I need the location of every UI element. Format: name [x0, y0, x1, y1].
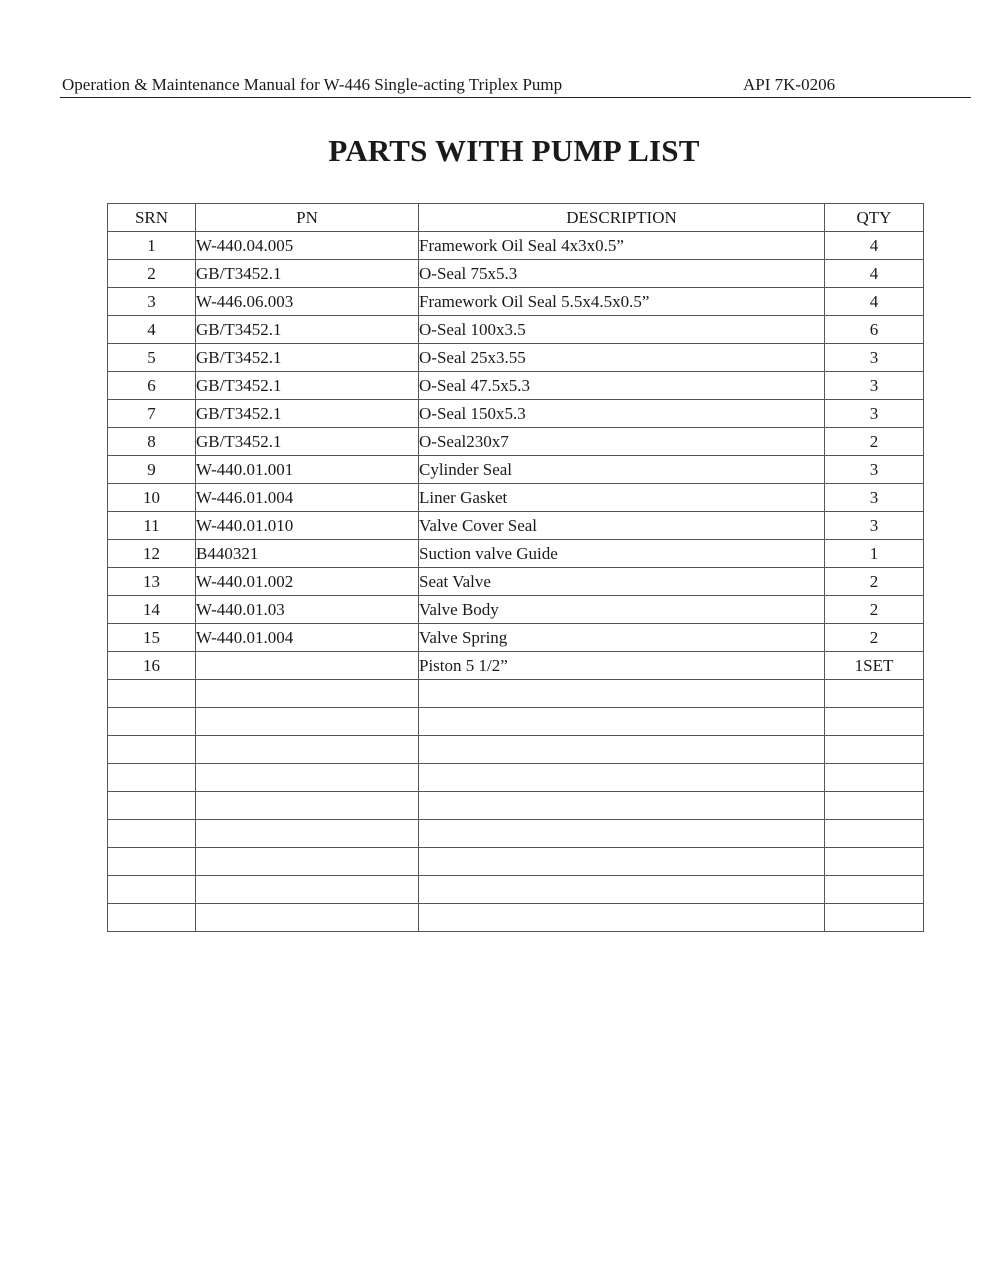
- cell-qty: 2: [825, 568, 924, 596]
- table-row: [108, 624, 924, 652]
- cell-description: O-Seal 75x5.3: [419, 260, 825, 288]
- cell-pn: [196, 652, 419, 680]
- cell-pn: W-440.01.010: [196, 512, 419, 540]
- cell-pn: [196, 680, 419, 708]
- cell-pn: [196, 848, 419, 876]
- column-header-qty: QTY: [825, 204, 924, 232]
- cell-pn: [196, 904, 419, 932]
- table-row: [108, 400, 924, 428]
- cell-qty: 2: [825, 428, 924, 456]
- table-row: [108, 708, 924, 736]
- table-row: [108, 792, 924, 820]
- column-header-srn: SRN: [108, 204, 196, 232]
- cell-pn: W-440.04.005: [196, 232, 419, 260]
- table-row: [108, 316, 924, 344]
- table-row: [108, 848, 924, 876]
- table-row: [108, 904, 924, 932]
- table-row: [108, 288, 924, 316]
- cell-description: O-Seal230x7: [419, 428, 825, 456]
- cell-description: [419, 708, 825, 736]
- column-header-description: DESCRIPTION: [419, 204, 825, 232]
- cell-srn: [108, 876, 196, 904]
- table-row: [108, 456, 924, 484]
- cell-srn: 11: [108, 512, 196, 540]
- parts-table-body: [108, 232, 924, 932]
- cell-qty: [825, 764, 924, 792]
- cell-description: O-Seal 100x3.5: [419, 316, 825, 344]
- cell-description: Suction valve Guide: [419, 540, 825, 568]
- cell-qty: [825, 876, 924, 904]
- cell-pn: [196, 792, 419, 820]
- cell-qty: [825, 848, 924, 876]
- table-row: [108, 372, 924, 400]
- cell-description: Piston 5 1/2”: [419, 652, 825, 680]
- cell-description: O-Seal 150x5.3: [419, 400, 825, 428]
- cell-srn: 7: [108, 400, 196, 428]
- table-row: [108, 652, 924, 680]
- cell-qty: 4: [825, 260, 924, 288]
- cell-srn: 16: [108, 652, 196, 680]
- table-row: [108, 540, 924, 568]
- cell-srn: [108, 820, 196, 848]
- cell-qty: 3: [825, 456, 924, 484]
- cell-description: [419, 792, 825, 820]
- cell-description: [419, 820, 825, 848]
- cell-qty: [825, 680, 924, 708]
- cell-srn: [108, 792, 196, 820]
- cell-pn: GB/T3452.1: [196, 260, 419, 288]
- table-row: [108, 428, 924, 456]
- cell-srn: [108, 708, 196, 736]
- cell-qty: 4: [825, 288, 924, 316]
- cell-pn: [196, 736, 419, 764]
- cell-srn: 4: [108, 316, 196, 344]
- cell-pn: W-440.01.03: [196, 596, 419, 624]
- cell-qty: 2: [825, 624, 924, 652]
- cell-qty: 4: [825, 232, 924, 260]
- cell-srn: 1: [108, 232, 196, 260]
- cell-description: Valve Cover Seal: [419, 512, 825, 540]
- cell-srn: 12: [108, 540, 196, 568]
- header-title: Operation & Maintenance Manual for W-446 Single-acting Triplex Pump: [62, 75, 563, 94]
- cell-srn: 13: [108, 568, 196, 596]
- table-row: [108, 764, 924, 792]
- cell-srn: 2: [108, 260, 196, 288]
- cell-description: Valve Body: [419, 596, 825, 624]
- cell-description: O-Seal 47.5x5.3: [419, 372, 825, 400]
- cell-description: [419, 680, 825, 708]
- cell-pn: B440321: [196, 540, 419, 568]
- cell-pn: [196, 764, 419, 792]
- cell-description: Liner Gasket: [419, 484, 825, 512]
- parts-table: [107, 203, 924, 932]
- cell-srn: 15: [108, 624, 196, 652]
- table-row: [108, 596, 924, 624]
- cell-pn: GB/T3452.1: [196, 428, 419, 456]
- cell-qty: 2: [825, 596, 924, 624]
- table-row: [108, 820, 924, 848]
- cell-srn: 14: [108, 596, 196, 624]
- table-row: [108, 680, 924, 708]
- cell-srn: [108, 680, 196, 708]
- cell-srn: [108, 848, 196, 876]
- table-row: [108, 484, 924, 512]
- table-header-row: [108, 204, 924, 232]
- cell-srn: 3: [108, 288, 196, 316]
- cell-description: [419, 848, 825, 876]
- cell-srn: 8: [108, 428, 196, 456]
- cell-qty: 3: [825, 344, 924, 372]
- cell-description: Seat Valve: [419, 568, 825, 596]
- cell-pn: W-440.01.004: [196, 624, 419, 652]
- cell-qty: 3: [825, 400, 924, 428]
- table-row: [108, 232, 924, 260]
- cell-qty: 1SET: [825, 652, 924, 680]
- cell-srn: [108, 764, 196, 792]
- cell-pn: [196, 820, 419, 848]
- page-header: [62, 74, 970, 96]
- column-header-pn: PN: [196, 204, 419, 232]
- cell-srn: 6: [108, 372, 196, 400]
- cell-pn: GB/T3452.1: [196, 400, 419, 428]
- cell-pn: GB/T3452.1: [196, 316, 419, 344]
- cell-pn: GB/T3452.1: [196, 372, 419, 400]
- cell-description: [419, 904, 825, 932]
- cell-pn: [196, 708, 419, 736]
- cell-pn: GB/T3452.1: [196, 344, 419, 372]
- cell-qty: [825, 736, 924, 764]
- cell-description: [419, 764, 825, 792]
- table-row: [108, 512, 924, 540]
- cell-description: [419, 876, 825, 904]
- cell-qty: 6: [825, 316, 924, 344]
- cell-srn: [108, 736, 196, 764]
- cell-description: Valve Spring: [419, 624, 825, 652]
- cell-pn: W-440.01.001: [196, 456, 419, 484]
- cell-description: Framework Oil Seal 4x3x0.5”: [419, 232, 825, 260]
- cell-srn: [108, 904, 196, 932]
- cell-pn: W-446.01.004: [196, 484, 419, 512]
- cell-qty: 3: [825, 484, 924, 512]
- cell-qty: 3: [825, 512, 924, 540]
- cell-qty: [825, 792, 924, 820]
- table-row: [108, 736, 924, 764]
- table-row: [108, 568, 924, 596]
- cell-pn: W-440.01.002: [196, 568, 419, 596]
- cell-description: Cylinder Seal: [419, 456, 825, 484]
- cell-pn: [196, 876, 419, 904]
- cell-qty: [825, 820, 924, 848]
- table-row: [108, 260, 924, 288]
- table-row: [108, 344, 924, 372]
- header-divider: [60, 97, 971, 98]
- cell-srn: 9: [108, 456, 196, 484]
- cell-qty: 1: [825, 540, 924, 568]
- cell-pn: W-446.06.003: [196, 288, 419, 316]
- page-title: PARTS WITH PUMP LIST: [328, 133, 700, 168]
- cell-description: [419, 736, 825, 764]
- cell-qty: 3: [825, 372, 924, 400]
- cell-description: O-Seal 25x3.55: [419, 344, 825, 372]
- table-row: [108, 876, 924, 904]
- cell-srn: 5: [108, 344, 196, 372]
- cell-srn: 10: [108, 484, 196, 512]
- header-code: API 7K-0206: [743, 75, 836, 94]
- cell-qty: [825, 708, 924, 736]
- cell-qty: [825, 904, 924, 932]
- cell-description: Framework Oil Seal 5.5x4.5x0.5”: [419, 288, 825, 316]
